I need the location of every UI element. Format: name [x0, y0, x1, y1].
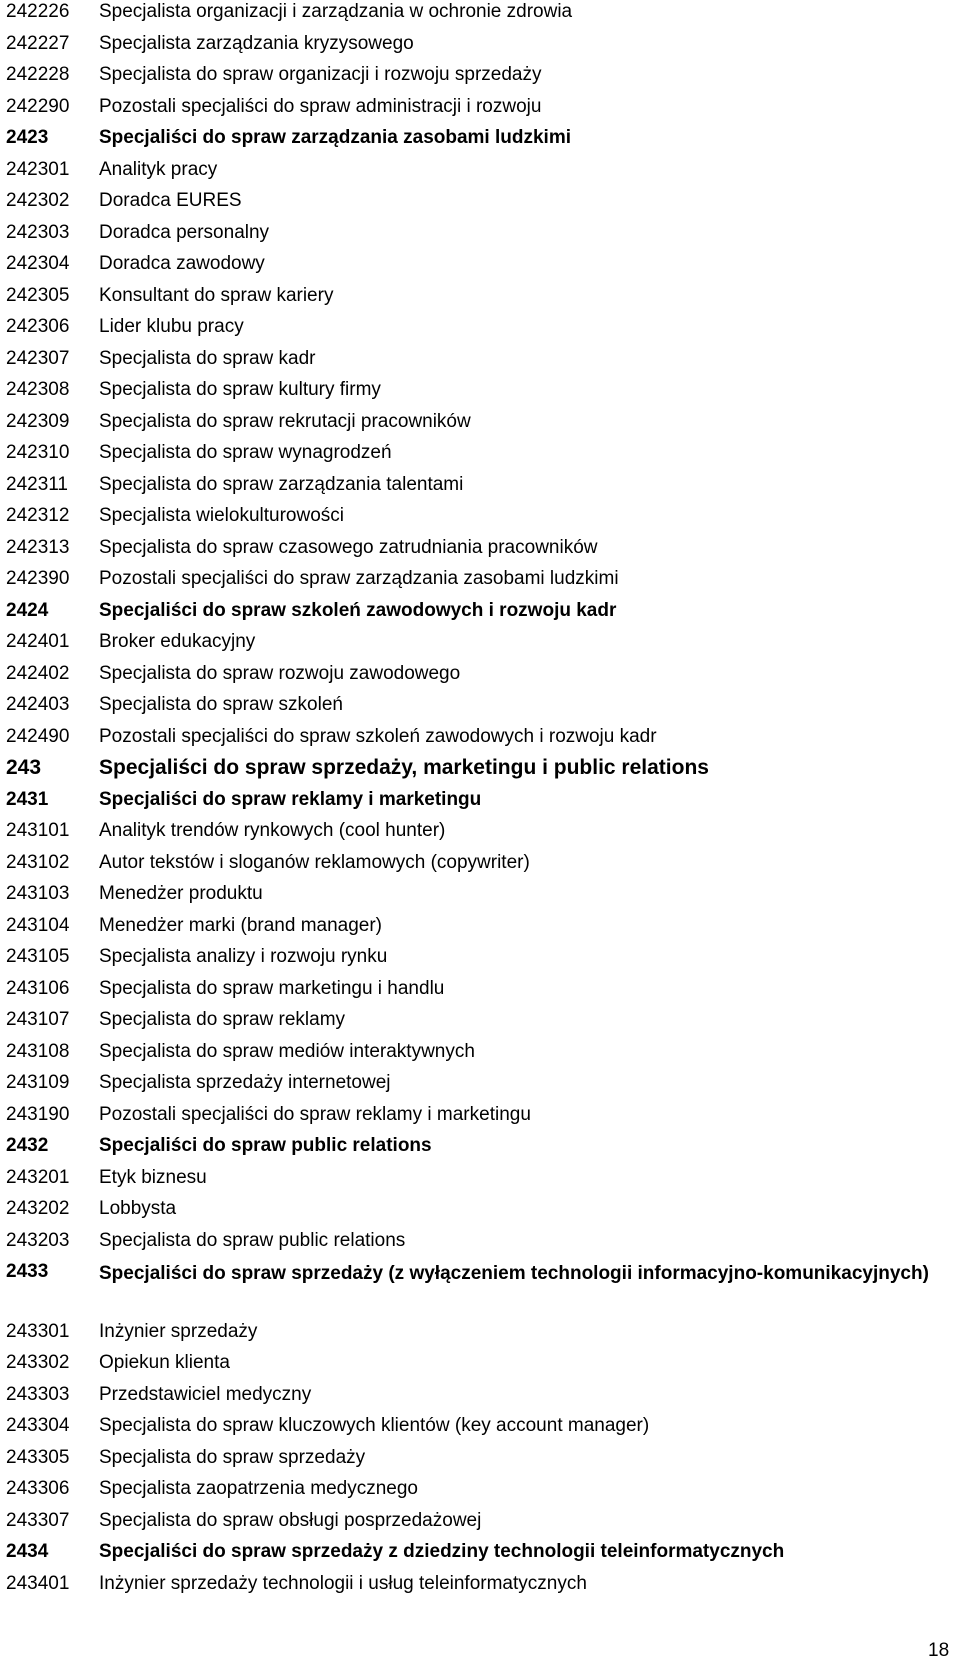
entry-code: 242312: [6, 505, 70, 526]
entry-title: Autor tekstów i sloganów reklamowych (copywriter): [99, 851, 530, 873]
entry-title: Opiekun klienta: [99, 1352, 230, 1373]
entry-code: 242308: [6, 379, 70, 400]
entry-title: Przedstawiciel medyczny: [99, 1383, 312, 1405]
entry-code: 242401: [6, 631, 70, 652]
entry-code: 242290: [6, 95, 70, 117]
entry-code: 242301: [6, 158, 70, 180]
entry-title: Inżynier sprzedaży: [99, 1320, 258, 1342]
entry-title: Specjaliści do spraw sprzedaży, marketingu i public relations: [99, 756, 709, 779]
entry-code: 243401: [6, 1572, 70, 1594]
entry-code: 242226: [6, 1, 70, 22]
entry-title: Pozostali specjaliści do spraw szkoleń zawodowych i rozwoju kadr: [99, 725, 657, 747]
entry-code: 243307: [6, 1509, 70, 1531]
page-number: 18: [928, 1640, 950, 1661]
entry-code: 243190: [6, 1103, 70, 1125]
entry-title: Specjalista organizacji i zarządzania w ochronie zdrowia: [99, 1, 573, 22]
entry-title: Specjalista do spraw sprzedaży: [99, 1446, 366, 1468]
entry-code: 2423: [6, 127, 49, 148]
entry-title: Doradca zawodowy: [99, 253, 265, 274]
entry-title: Specjalista do spraw organizacji i rozwoju sprzedaży: [99, 64, 542, 85]
entry-title: Broker edukacyjny: [99, 631, 256, 652]
entry-title: Specjaliści do spraw reklamy i marketingu: [99, 788, 482, 810]
entry-code: 243203: [6, 1229, 70, 1251]
entry-title: Specjalista sprzedaży internetowej: [99, 1072, 391, 1093]
entry-title: Specjalista do spraw czasowego zatrudniania pracowników: [99, 536, 598, 558]
entry-code: 2433: [6, 1261, 49, 1282]
entry-title: Specjalista wielokulturowości: [99, 505, 344, 526]
entry-code: 242402: [6, 662, 70, 684]
entry-title: Konsultant do spraw kariery: [99, 284, 334, 306]
entry-title: Specjaliści do spraw sprzedaży z dziedziny technologii teleinformatycznych: [99, 1541, 785, 1562]
entry-code: 243303: [6, 1383, 70, 1405]
entry-title: Pozostali specjaliści do spraw zarządzania zasobami ludzkimi: [99, 568, 619, 589]
group-row: [6, 1260, 956, 1314]
entry-code: 2424: [6, 599, 49, 621]
entry-title: Specjalista do spraw kultury firmy: [99, 379, 381, 400]
entry-title: Pozostali specjaliści do spraw administracji i rozwoju: [99, 95, 542, 117]
entry-code: 242305: [6, 284, 70, 306]
entry-code: 243201: [6, 1166, 70, 1188]
entry-code: 243306: [6, 1478, 70, 1499]
entry-code: 243104: [6, 914, 70, 936]
entry-title: Specjaliści do spraw szkoleń zawodowych i rozwoju kadr: [99, 599, 617, 621]
entry-code: 242302: [6, 190, 70, 211]
entry-title: Menedżer produktu: [99, 883, 263, 904]
entry-code: 243103: [6, 883, 70, 904]
entry-code: 2431: [6, 788, 49, 810]
entry-code: 242303: [6, 221, 70, 243]
entry-title: Doradca personalny: [99, 221, 270, 243]
entry-code: 242307: [6, 347, 70, 369]
entry-title: Specjaliści do spraw public relations: [99, 1135, 432, 1156]
entry-title: Specjalista do spraw kadr: [99, 347, 316, 369]
entry-title: Etyk biznesu: [99, 1166, 207, 1188]
entry-title: Specjalista analizy i rozwoju rynku: [99, 946, 388, 967]
entry-title: Specjalista do spraw obsługi posprzedażowej: [99, 1509, 482, 1531]
entry-code: 243: [6, 756, 42, 779]
entry-title: Specjalista do spraw szkoleń: [99, 694, 343, 715]
entry-code: 243305: [6, 1446, 70, 1468]
entry-code: 243106: [6, 977, 70, 999]
entry-title: Doradca EURES: [99, 190, 242, 211]
entry-code: 242311: [6, 473, 68, 495]
entry-code: 243301: [6, 1320, 70, 1342]
entry-code: 243107: [6, 1009, 70, 1030]
entry-code: 242228: [6, 64, 70, 85]
entry-title: Specjalista do spraw kluczowych klientów (key account manager): [99, 1415, 650, 1436]
entry-code: 243202: [6, 1198, 70, 1219]
entry-title: Specjalista do spraw rekrutacji pracowników: [99, 410, 471, 432]
entry-title: Lider klubu pracy: [99, 316, 244, 337]
entry-code: 243304: [6, 1415, 70, 1436]
entry-title: Analityk trendów rynkowych (cool hunter): [99, 820, 446, 841]
entry-code: 242490: [6, 725, 70, 747]
entry-code: 242227: [6, 32, 70, 54]
entry-code: 2432: [6, 1135, 49, 1156]
entry-code: 242310: [6, 442, 70, 463]
entry-title: Specjalista do spraw mediów interaktywnych: [99, 1040, 475, 1062]
entry-title: Specjalista do spraw rozwoju zawodowego: [99, 662, 461, 684]
entry-code: 242403: [6, 694, 70, 715]
entry-code: 2434: [6, 1541, 49, 1562]
entry-title: Specjalista zarządzania kryzysowego: [99, 32, 414, 54]
entry-code: 242390: [6, 568, 70, 589]
entry-title: Specjalista do spraw reklamy: [99, 1009, 346, 1030]
entry-title: Inżynier sprzedaży technologii i usług teleinformatycznych: [99, 1572, 587, 1594]
entry-title: Specjaliści do spraw zarządzania zasobami ludzkimi: [99, 127, 571, 148]
entry-code: 243302: [6, 1352, 70, 1373]
entry-title: Analityk pracy: [99, 158, 218, 180]
entry-title: Specjalista zaopatrzenia medycznego: [99, 1478, 418, 1499]
entry-title: Pozostali specjaliści do spraw reklamy i marketingu: [99, 1103, 531, 1125]
entry-code: 243101: [6, 820, 70, 841]
entry-code: 243105: [6, 946, 70, 967]
entry-title: Menedżer marki (brand manager): [99, 914, 383, 936]
entry-code: 243108: [6, 1040, 70, 1062]
entry-code: 243102: [6, 851, 70, 873]
entry-title: Specjalista do spraw marketingu i handlu: [99, 977, 445, 999]
entry-code: 242313: [6, 536, 70, 558]
entry-title: Specjalista do spraw zarządzania talentami: [99, 473, 464, 495]
entry-title: Specjalista do spraw public relations: [99, 1229, 406, 1251]
entry-code: 242304: [6, 253, 70, 274]
entry-code: 243109: [6, 1072, 70, 1093]
entry-title: Lobbysta: [99, 1198, 177, 1219]
entry-title: Specjaliści do spraw sprzedaży (z wyłączeniem technologii informacyjno-komunikacyjnych): [99, 1263, 929, 1284]
entry-title: Specjalista do spraw wynagrodzeń: [99, 442, 392, 463]
entry-code: 242306: [6, 316, 70, 337]
entry-code: 242309: [6, 410, 70, 432]
